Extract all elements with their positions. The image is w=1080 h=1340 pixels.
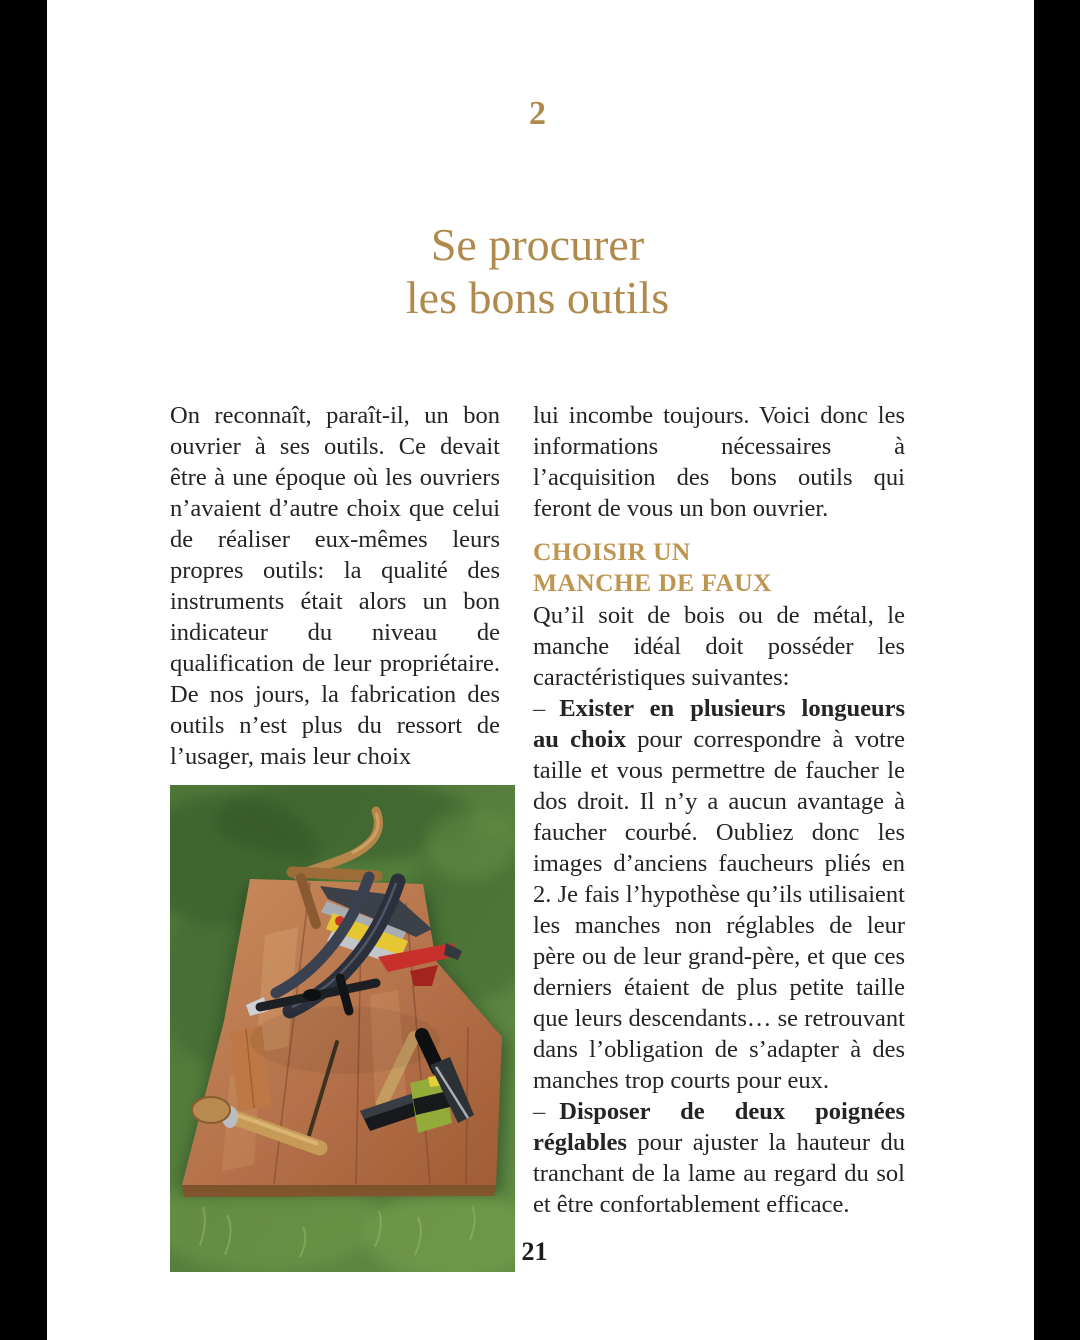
column-right [533, 400, 905, 1220]
section-heading-line1: CHOISIR UN [533, 537, 691, 566]
bullet-bold-1: Exister en plusieurs longueurs au choix [533, 695, 905, 753]
bullet-item-2 [533, 1096, 905, 1220]
bullet-dash-1: – [533, 695, 546, 722]
paragraph-intro-right: lui incombe toujours. Voici donc les informations nécessaires à l’acquisition des bons outils qui feront de vous un bon ouvrier. [533, 402, 905, 522]
scan-border-right [1034, 0, 1080, 1340]
scan-border-left [0, 0, 47, 1340]
chapter-title [170, 218, 905, 324]
bullet-bold-2: Disposer de deux poignées réglables [533, 1098, 905, 1156]
tools-photo [170, 785, 515, 1272]
bullet-text-1: pour correspondre à votre taille et vous permettre de faucher le dos droit. Il n’y a aucun avantage à faucher courbé. Oubliez donc les images d’anciens faucheurs pliés en 2. Je fais l’hypothèse qu’ils utilisaient les manches non réglables de leur père ou de leur grand-père, et que ces derniers étaient de plus petite taille que leurs descendants… se retrouvant dans l’obligation de s’adapter à des manches trop courts pour eux. [533, 726, 905, 1094]
section-heading-line2: MANCHE DE FAUX [533, 568, 772, 597]
column-left [170, 400, 500, 1272]
bullet-item-1 [533, 693, 905, 1096]
chapter-number: 2 [529, 95, 546, 132]
chapter-title-line1: Se procurer [430, 219, 645, 270]
text-columns [170, 400, 905, 1272]
bullet-dash-2: – [533, 1098, 546, 1125]
chapter-title-line2: les bons outils [405, 272, 670, 323]
paragraph-lead: Qu’il soit de bois ou de métal, le manche idéal doit posséder les caractéristiques suivantes: [533, 602, 905, 691]
bullet-text-2: pour ajuster la hauteur du tranchant de la lame au regard du sol et être confortablement efficace. [533, 1129, 905, 1218]
paragraph-intro-left: On reconnaît, paraît-il, un bon ouvrier à ses outils. Ce devait être à une époque où les ouvriers n’avaient d’autre choix que celui de réaliser eux-mêmes leurs propres outils: la qualité des instruments était alors un bon indicateur du niveau de qualification de leur propriétaire. De nos jours, la fabrication des outils n’est plus du ressort de l’usager, mais leur choix [170, 402, 500, 770]
page-number: 21 [521, 1237, 548, 1266]
tools-photo-illustration [170, 785, 515, 1272]
page-content [47, 0, 1034, 1340]
section-heading [533, 536, 905, 598]
mallet-head [192, 1097, 230, 1123]
